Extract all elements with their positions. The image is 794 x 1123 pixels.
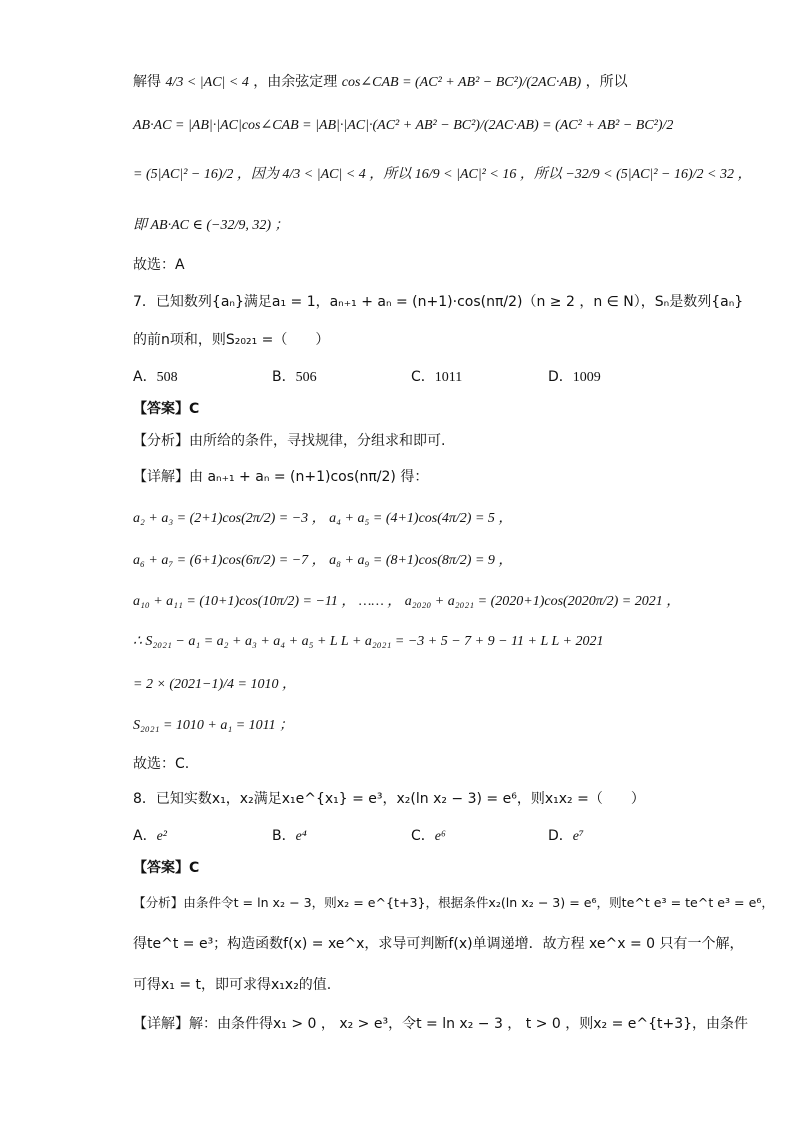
q8-analysis-1: 【分析】由条件令t = ln x₂ − 3，则x₂ = e^{t+3}，根据条件x₂(ln x₂ − 3) = e⁶，则te^t e³ = te^t e³ = e⁶， [133,895,774,910]
q7-eq-4: ∴ S₂₀₂₁ − a₁ = a₂ + a₃ + a₄ + a₅ + L L + a₂₀₂₁ = −3 + 5 − 7 + 9 − 11 + L L + 2021 [133,634,604,649]
q8-answer: 【答案】C [133,860,200,876]
line-3: = (5|AC|² − 16)/2 ，因为 4/3 < |AC| < 4 ，所以 16/9 < |AC|² < 16 ，所以 −32/9 < (5|AC|² − 16)/2 < 32 ， [133,167,752,182]
line-5: 故选：A [133,257,185,273]
q8-choice-b: B．e⁴ [272,828,307,844]
q7-eq-6: S₂₀₂₁ = 1010 + a₁ = 1011 ； [133,718,294,733]
q7-choice-c: C．1011 [411,369,463,385]
q8-analysis-2: 得te^t = e³；构造函数f(x) = xe^x，求导可判断f(x)单调递增．故方程 xe^x = 0 只有一个解， [133,936,744,952]
q7-eq-5: = 2 × (2021−1)/4 = 1010 ， [133,677,297,692]
question-8-stem: 8．已知实数x₁，x₂满足x₁e^{x₁} = e³，x₂(ln x₂ − 3) = e⁶，则x₁x₂ =（ ） [133,791,645,807]
q7-choice-b: B．506 [272,369,317,385]
q7-analysis: 【分析】由所给的条件，寻找规律，分组求和即可. [133,433,446,449]
q8-choice-c: C．e⁶ [411,828,446,844]
q8-detail: 【详解】解：由条件得x₁ > 0 ， x₂ > e³，令t = ln x₂ − 3 ， t > 0 ，则x₂ = e^{t+3}，由条件 [133,1016,749,1032]
q7-choice-a: A．508 [133,369,178,385]
q7-detail-intro: 【详解】由 aₙ₊₁ + aₙ = (n+1)cos(nπ/2) 得： [133,469,429,485]
q7-choice-d: D．1009 [548,369,601,385]
q7-eq-3: a₁₀ + a₁₁ = (10+1)cos(10π/2) = −11 ， …… ， a₂₀₂₀ + a₂₀₂₁ = (2020+1)cos(2020π/2) = 2021 ， [133,594,681,609]
q7-eq-1: a₂ + a₃ = (2+1)cos(2π/2) = −3 ， a₄ + a₅ = (4+1)cos(4π/2) = 5 ， [133,511,513,526]
q8-choice-a: A．e² [133,828,167,844]
q7-conclusion: 故选：C. [133,756,190,772]
line-2: AB·AC = |AB|·|AC|cos∠CAB = |AB|·|AC|·(AC² + AB² − BC²)/(2AC·AB) = (AC² + AB² − BC²)/2 [133,118,674,133]
q7-answer: 【答案】C [133,401,200,417]
q8-analysis-3: 可得x₁ = t，即可求得x₁x₂的值. [133,977,332,993]
line-4: 即 AB·AC ∈ (−32/9, 32) ； [133,218,289,233]
q8-choice-d: D．e⁷ [548,828,584,844]
question-7-stem: 7．已知数列{aₙ}满足a₁ = 1，aₙ₊₁ + aₙ = (n+1)·cos(nπ/2)（n ≥ 2 ，n ∈ N），Sₙ是数列{aₙ} [133,294,744,310]
question-7-stem-cont: 的前n项和，则S₂₀₂₁ =（ ） [133,332,330,348]
q7-eq-2: a₆ + a₇ = (6+1)cos(6π/2) = −7 ， a₈ + a₉ = (8+1)cos(8π/2) = 9 ， [133,553,513,568]
line-1: 解得 4/3 < |AC| < 4 ，由余弦定理 cos∠CAB = (AC² + AB² − BC²)/(2AC·AB) ，所以 [133,74,628,90]
